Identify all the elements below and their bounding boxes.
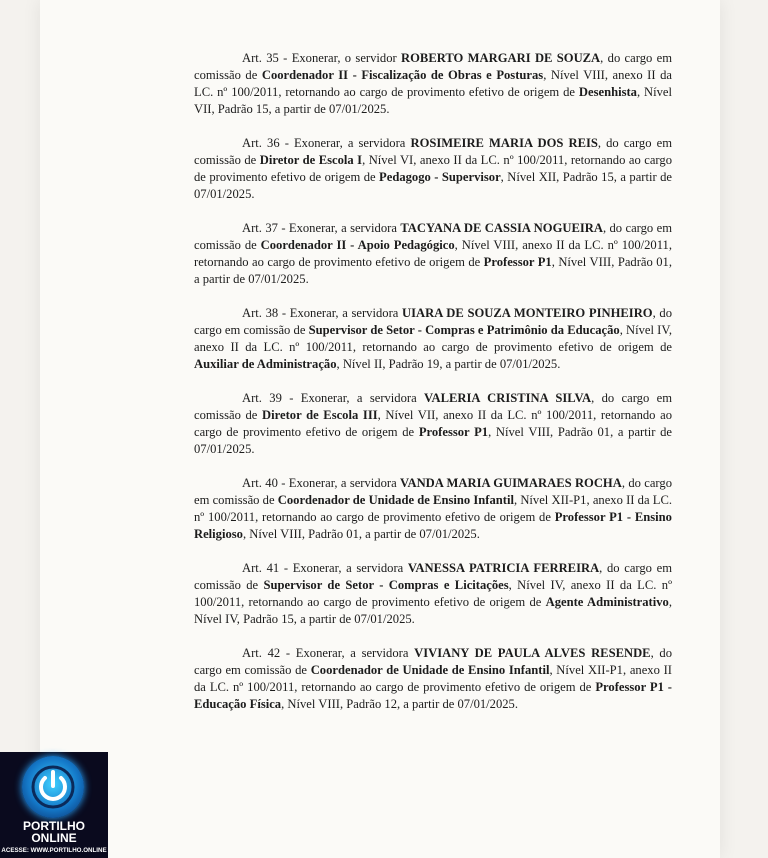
- article-text: Art. 41 - Exonerar, a servidora: [242, 561, 408, 575]
- article-text: , Nível XII, Padrão 15, a partir de 07/01/2025.: [194, 170, 673, 201]
- article-text: , do cargo em comissão de: [194, 391, 673, 422]
- logo-name-line2: ONLINE: [31, 831, 77, 845]
- article-paragraph: [194, 560, 672, 628]
- article-text: Art. 42 - Exonerar, a servidora: [242, 646, 415, 660]
- article-bold-text: VANDA MARIA GUIMARAES ROCHA: [400, 476, 622, 490]
- article-text: Art. 37 - Exonerar, a servidora: [242, 221, 401, 235]
- article-text: , Nível VIII, anexo II da LC. nº 100/2011, retornando ao cargo de provimento efetivo de origem de: [194, 238, 672, 269]
- logo-name-line1: PORTILHO: [23, 819, 85, 833]
- power-icon: [22, 756, 84, 818]
- article-bold-text: VIVIANY DE PAULA ALVES RESENDE: [414, 646, 651, 660]
- article-bold-text: Coordenador de Unidade de Ensino Infantil: [310, 663, 550, 677]
- article-text: , Nível VII, Padrão 15, a partir de 07/01/2025.: [194, 85, 672, 116]
- document-body: [194, 50, 672, 730]
- article-text: , do cargo em comissão de: [194, 221, 672, 252]
- article-text: , do cargo em comissão de: [194, 136, 672, 167]
- article-text: , do cargo em comissão de: [194, 561, 673, 592]
- article-bold-text: VALERIA CRISTINA SILVA: [424, 391, 592, 405]
- logo-site-url: ACESSE: WWW.PORTILHO.ONLINE: [1, 847, 107, 854]
- article-bold-text: UIARA DE SOUZA MONTEIRO PINHEIRO: [402, 306, 653, 320]
- article-paragraph: [194, 305, 672, 373]
- article-text: , Nível VIII, Padrão 01, a partir de 07/01/2025.: [194, 425, 673, 456]
- article-paragraph: [194, 475, 672, 543]
- article-bold-text: Diretor de Escola I: [259, 153, 363, 167]
- article-bold-text: ROBERTO MARGARI DE SOUZA: [401, 51, 601, 65]
- article-bold-text: Coordenador de Unidade de Ensino Infantil: [277, 493, 514, 507]
- article-text: , Nível VIII, Padrão 01, a partir de 07/01/2025.: [242, 527, 480, 541]
- article-paragraph: [194, 50, 672, 118]
- article-text: , Nível IV, anexo II da LC. nº 100/2011, retornando ao cargo de provimento efetivo de origem de: [194, 578, 672, 609]
- article-text: , do cargo em comissão de: [194, 646, 673, 677]
- article-text: , Nível II, Padrão 19, a partir de 07/01/2025.: [336, 357, 561, 371]
- article-text: , Nível VI, anexo II da LC. nº 100/2011, retornando ao cargo de provimento efetivo de origem de: [194, 153, 672, 184]
- article-bold-text: VANESSA PATRICIA FERREIRA: [407, 561, 600, 575]
- article-text: , do cargo em comissão de: [194, 51, 673, 82]
- article-bold-text: ROSIMEIRE MARIA DOS REIS: [410, 136, 598, 150]
- article-bold-text: Auxiliar de Administração: [194, 357, 337, 371]
- article-bold-text: Professor P1: [483, 255, 552, 269]
- article-paragraph: [194, 390, 672, 458]
- article-text: , Nível IV, Padrão 15, a partir de 07/01/2025.: [194, 595, 672, 626]
- article-text: , do cargo em comissão de: [194, 476, 672, 507]
- article-bold-text: TACYANA DE CASSIA NOGUEIRA: [400, 221, 603, 235]
- article-bold-text: Professor P1 - Educação Física: [194, 680, 673, 711]
- article-bold-text: Pedagogo - Supervisor: [379, 170, 501, 184]
- article-text: , Nível VIII, anexo II da LC. nº 100/2011, retornando ao cargo de provimento efetivo de origem de: [194, 68, 672, 99]
- article-text: Art. 38 - Exonerar, a servidora: [242, 306, 403, 320]
- article-bold-text: Coordenador II - Apoio Pedagógico: [260, 238, 455, 252]
- article-text: Art. 39 - Exonerar, a servidora: [242, 391, 425, 405]
- article-text: , Nível XII-P1, anexo II da LC. nº 100/2011, retornando ao cargo de provimento efetivo de origem de: [194, 663, 672, 694]
- article-text: , Nível VII, anexo II da LC. nº 100/2011, retornando ao cargo de provimento efetivo de origem de: [194, 408, 672, 439]
- article-paragraph: [194, 220, 672, 288]
- article-paragraph: [194, 135, 672, 203]
- article-bold-text: Diretor de Escola III: [262, 408, 378, 422]
- article-bold-text: Professor P1: [418, 425, 489, 439]
- article-text: , Nível IV, anexo II da LC. nº 100/2011, retornando ao cargo de provimento efetivo de origem de: [194, 323, 672, 354]
- article-text: Art. 36 - Exonerar, a servidora: [242, 136, 411, 150]
- article-bold-text: Professor P1 - Ensino Religioso: [194, 510, 672, 541]
- article-text: Art. 40 - Exonerar, a servidora: [242, 476, 401, 490]
- article-paragraph: [194, 645, 672, 713]
- article-text: Art. 35 - Exonerar, o servidor: [242, 51, 402, 65]
- article-bold-text: Supervisor de Setor - Compras e Patrimônio da Educação: [308, 323, 620, 337]
- portilho-online-logo[interactable]: [0, 752, 108, 858]
- article-text: , Nível VIII, Padrão 12, a partir de 07/01/2025.: [281, 697, 519, 711]
- article-text: , Nível VIII, Padrão 01, a partir de 07/01/2025.: [194, 255, 672, 286]
- article-bold-text: Agente Administrativo: [545, 595, 669, 609]
- article-bold-text: Desenhista: [578, 85, 637, 99]
- article-bold-text: Supervisor de Setor - Compras e Licitações: [263, 578, 509, 592]
- article-text: , Nível XII-P1, anexo II da LC. nº 100/2011, retornando ao cargo de provimento efetivo de origem de: [194, 493, 672, 524]
- article-text: , do cargo em comissão de: [194, 306, 673, 337]
- article-bold-text: Coordenador II - Fiscalização de Obras e Posturas: [261, 68, 544, 82]
- document-page: [40, 0, 720, 858]
